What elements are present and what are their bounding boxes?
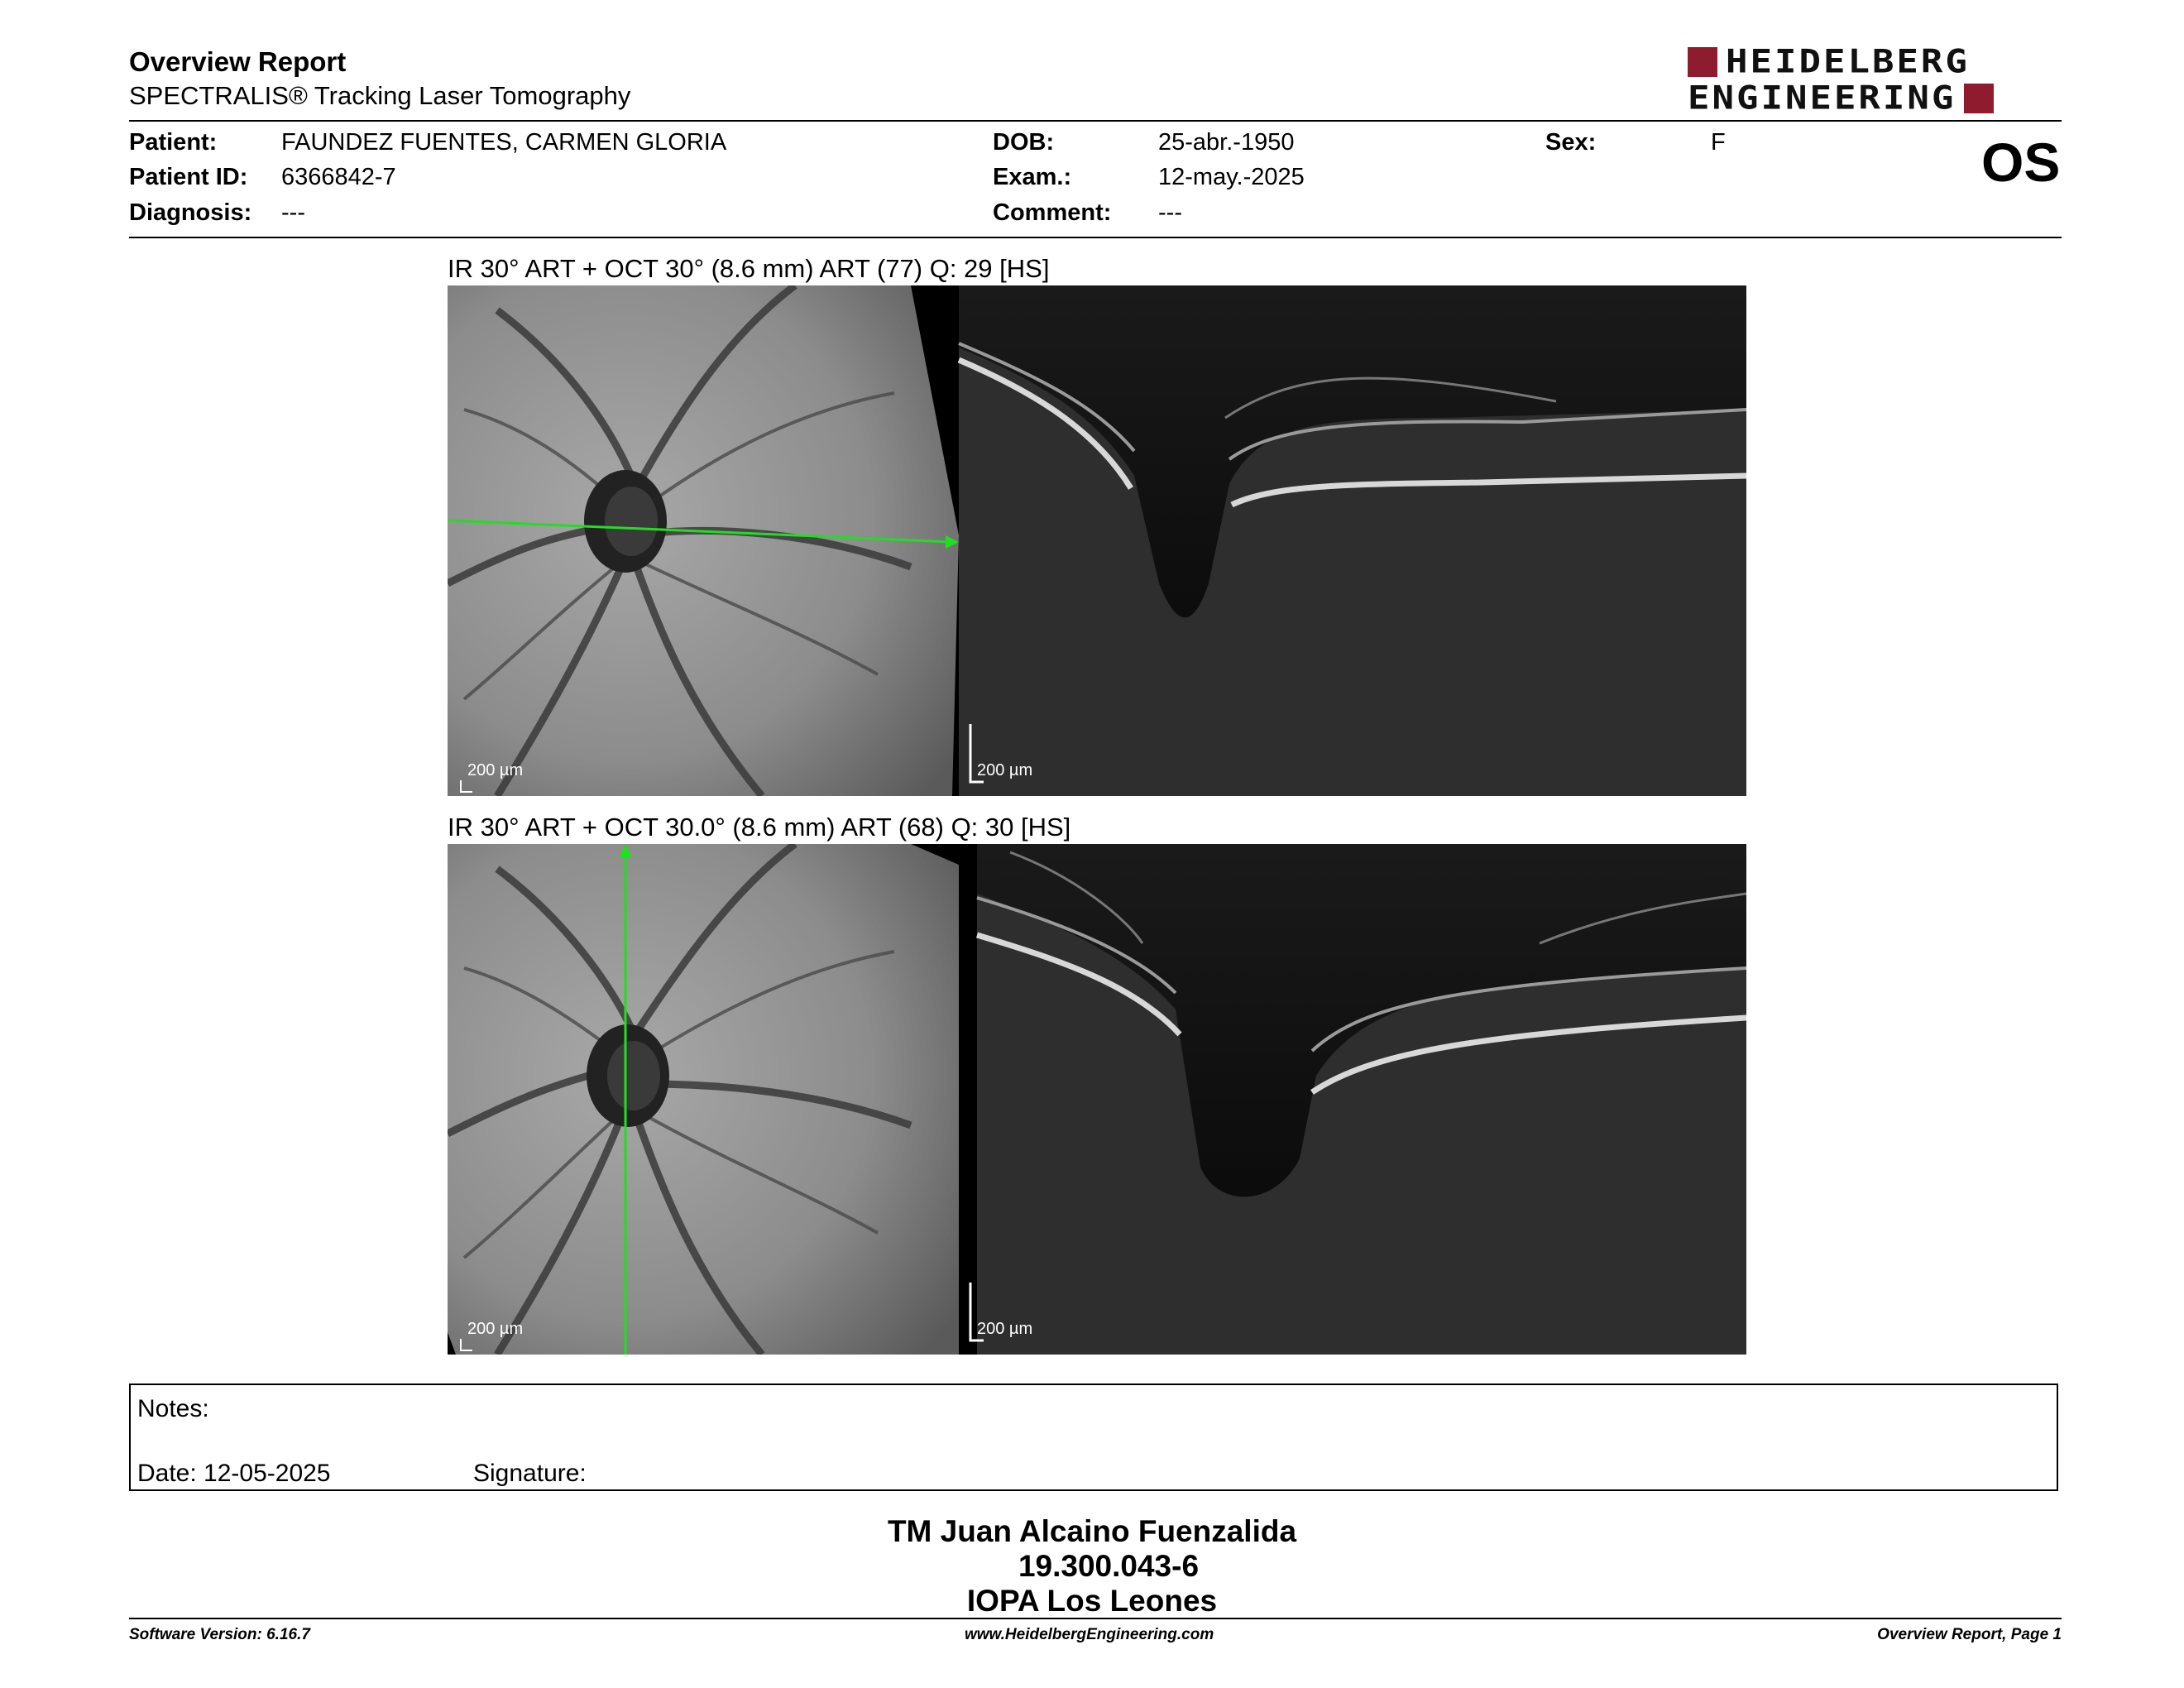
dob-value: 25-abr.-1950 <box>1158 129 1295 156</box>
exam-label: Exam.: <box>993 164 1072 190</box>
signer-id: 19.300.043-6 <box>1018 1549 1200 1583</box>
footer-divider <box>129 1618 2062 1619</box>
dob-label: DOB: <box>993 129 1055 156</box>
exam-value: 12-may.-2025 <box>1158 164 1305 190</box>
comment-label: Comment: <box>993 199 1112 226</box>
page-number: Overview Report, Page 1 <box>1877 1626 2062 1643</box>
website-link[interactable]: www.HeidelbergEngineering.com <box>965 1626 1214 1643</box>
patient-label: Patient: <box>129 129 218 156</box>
scan-caption: IR 30° ART + OCT 30° (8.6 mm) ART (77) Q: 29 [HS] <box>448 254 1050 283</box>
notes-box[interactable] <box>129 1383 2058 1491</box>
notes-label: Notes: <box>137 1395 209 1422</box>
diagnosis-value: --- <box>281 199 305 226</box>
scale-label: 200 µm <box>977 761 1033 779</box>
patient-id: 6366842-7 <box>281 164 396 190</box>
scale-label: 200 µm <box>977 1320 1033 1338</box>
scale-label: 200 µm <box>467 761 524 779</box>
report-subtitle: SPECTRALIS® Tracking Laser Tomography <box>129 81 631 110</box>
logo-line1: HEIDELBERG <box>1726 42 1970 81</box>
software-version: Software Version: 6.16.7 <box>129 1626 310 1643</box>
comment-value: --- <box>1158 199 1182 226</box>
report-title: Overview Report <box>129 46 347 77</box>
scale-label: 200 µm <box>467 1320 524 1338</box>
scan-caption: IR 30° ART + OCT 30.0° (8.6 mm) ART (68) Q: 30 [HS] <box>448 813 1071 842</box>
logo-line2: ENGINEERING <box>1688 79 1956 117</box>
scan-images <box>448 844 1746 1355</box>
patient-divider <box>129 237 2062 238</box>
logo-square-icon <box>1964 84 1994 113</box>
heidelberg-logo <box>1688 42 2078 117</box>
patient-id-label: Patient ID: <box>129 164 248 190</box>
scan-panel <box>448 844 1746 1355</box>
logo-square-icon <box>1688 47 1717 77</box>
scan-images <box>448 285 1746 796</box>
sex-label: Sex: <box>1545 129 1597 156</box>
date-label: Date: 12-05-2025 <box>137 1460 331 1487</box>
signature-label: Signature: <box>473 1460 587 1487</box>
scan-panel <box>448 285 1746 796</box>
sex-value: F <box>1711 129 1726 156</box>
header-divider <box>129 120 2062 122</box>
signer-name: TM Juan Alcaino Fuenzalida <box>887 1514 1297 1548</box>
diagnosis-label: Diagnosis: <box>129 199 252 226</box>
patient-name: FAUNDEZ FUENTES, CARMEN GLORIA <box>281 129 727 156</box>
signer-institution: IOPA Los Leones <box>966 1584 1218 1618</box>
eye-indicator: OS <box>1981 132 2061 193</box>
